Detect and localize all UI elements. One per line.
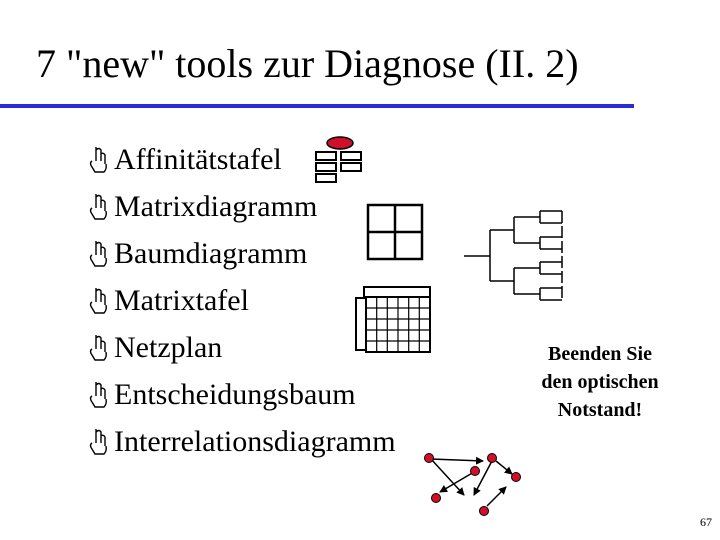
network-node (488, 454, 497, 463)
network-node (432, 494, 441, 503)
note-line: Beenden Sie (548, 343, 652, 365)
network-node (480, 507, 489, 516)
callout-note (500, 340, 700, 424)
note-line: Notstand! (557, 399, 643, 421)
interrelationship-diagram-icon (425, 454, 521, 516)
network-node (425, 454, 434, 463)
bullet-label: Entscheidungsbaum (114, 377, 356, 411)
network-node (471, 467, 480, 476)
page-number: 67 (700, 515, 712, 529)
affinity-diagram-icon (316, 137, 361, 182)
bullet-label: Matrixdiagramm (114, 189, 318, 223)
bullet-label: Interrelationsdiagramm (114, 424, 396, 458)
tree-diagram-icon (464, 211, 562, 300)
matrix-diagram-icon (368, 205, 422, 259)
matrix-table-icon (356, 287, 430, 352)
bullet-label: Netzplan (114, 330, 223, 364)
slide-title: 7 "new" tools zur Diagnose (II. 2) (36, 41, 579, 86)
network-node (512, 473, 521, 482)
note-line: den optischen (541, 371, 659, 393)
bullet-label: Matrixtafel (114, 283, 249, 317)
bullet-label: Baumdiagramm (114, 236, 308, 270)
bullet-label: Affinitätstafel (114, 142, 282, 176)
